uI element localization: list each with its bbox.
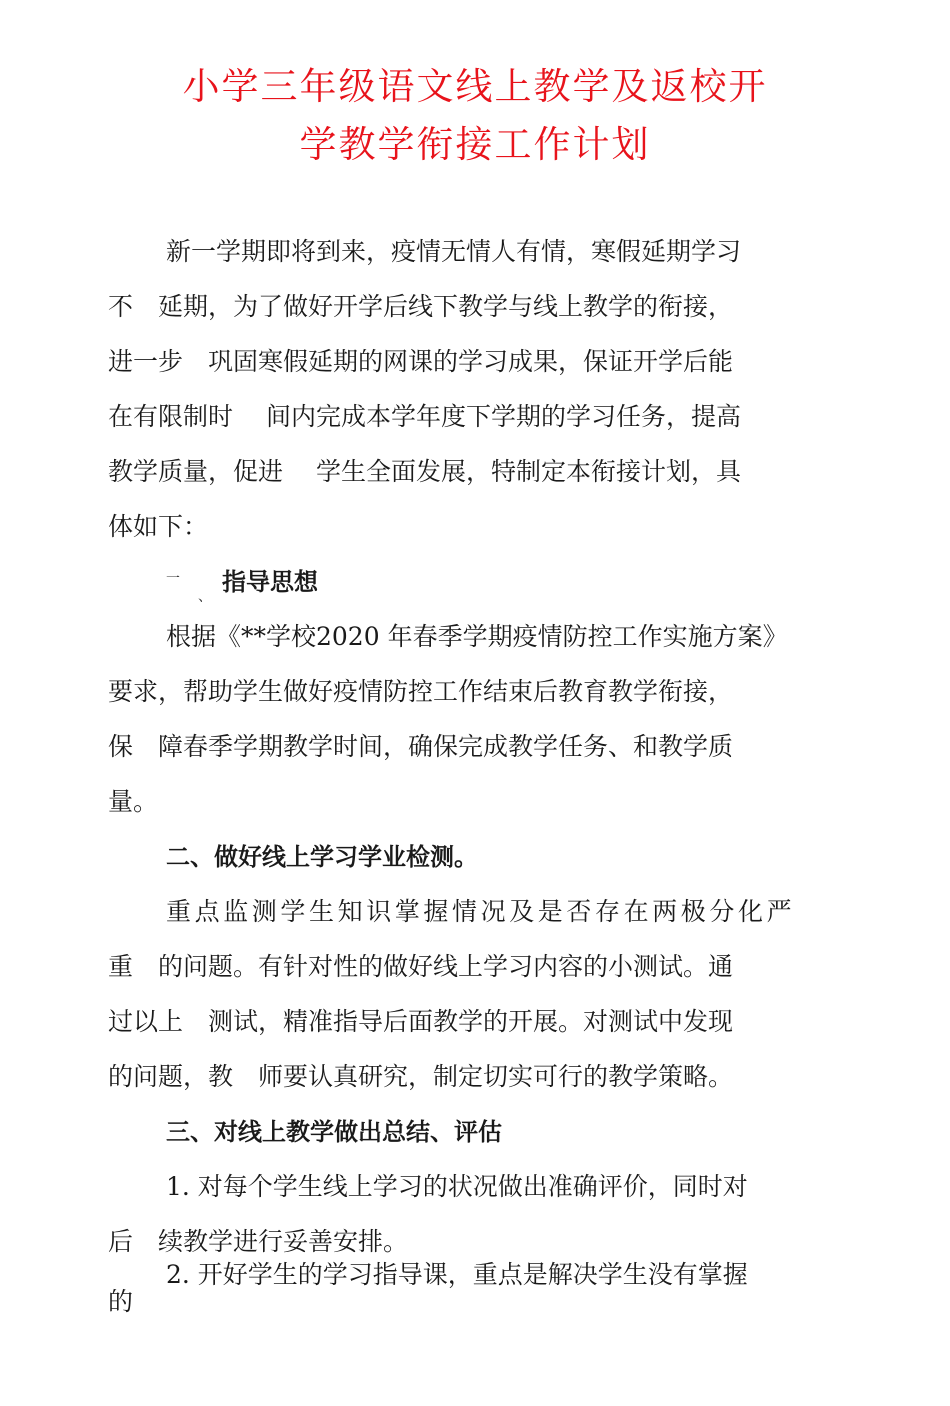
section-body-line: 后 续教学进行妥善安排。 xyxy=(108,1227,409,1256)
section-heading: 指导思想 xyxy=(222,568,318,596)
document-title-line-1: 小学三年级语文线上教学及返校开 xyxy=(182,65,768,108)
section-body-line: 要求，帮助学生做好疫情防控工作结束后教育教学衔接， xyxy=(108,677,734,706)
section-body-line: 过以上 测试，精准指导后面教学的开展。对测试中发现 xyxy=(108,1007,734,1036)
section-body-line: 根据《**学校2020 年春季学期疫情防控工作实施方案》 xyxy=(166,622,788,651)
section-body-line: 量。 xyxy=(108,787,159,816)
section-number-mark: 一 xyxy=(166,571,180,587)
section-body-line: 的问题，教 师要认真研究，制定切实可行的教学策略。 xyxy=(108,1062,734,1091)
document-title-line-2: 学教学衔接工作计划 xyxy=(299,123,651,166)
section-body-line: 2. 开好学生的学习指导课，重点是解决学生没有掌握 xyxy=(166,1260,748,1289)
section-body-line: 重点监测学生知识掌握情况及是否存在两极分化严 xyxy=(166,897,796,926)
intro-line: 新一学期即将到来，疫情无情人有情，寒假延期学习 xyxy=(166,237,742,266)
intro-line: 在有限制时 间内完成本学年度下学期的学习任务，提高 xyxy=(108,402,741,431)
section-comma-mark: 、 xyxy=(198,589,212,605)
intro-line: 体如下： xyxy=(108,512,209,541)
section-body-line: 1. 对每个学生线上学习的状况做出准确评价，同时对 xyxy=(166,1172,748,1201)
section-heading: 二、做好线上学习学业检测。 xyxy=(166,843,478,871)
intro-line: 教学质量，促进 学生全面发展，特制定本衔接计划，具 xyxy=(108,457,741,486)
section-body-line: 重 的问题。有针对性的做好线上学习内容的小测试。通 xyxy=(108,952,734,981)
intro-line: 不 延期，为了做好开学后线下教学与线上教学的衔接， xyxy=(108,292,734,321)
section-body-line: 的 xyxy=(108,1287,134,1316)
intro-line: 进一步 巩固寒假延期的网课的学习成果，保证开学后能 xyxy=(108,347,734,376)
section-heading: 三、对线上教学做出总结、评估 xyxy=(166,1118,502,1146)
section-body-line: 保 障春季学期教学时间，确保完成教学任务、和教学质 xyxy=(108,732,734,761)
